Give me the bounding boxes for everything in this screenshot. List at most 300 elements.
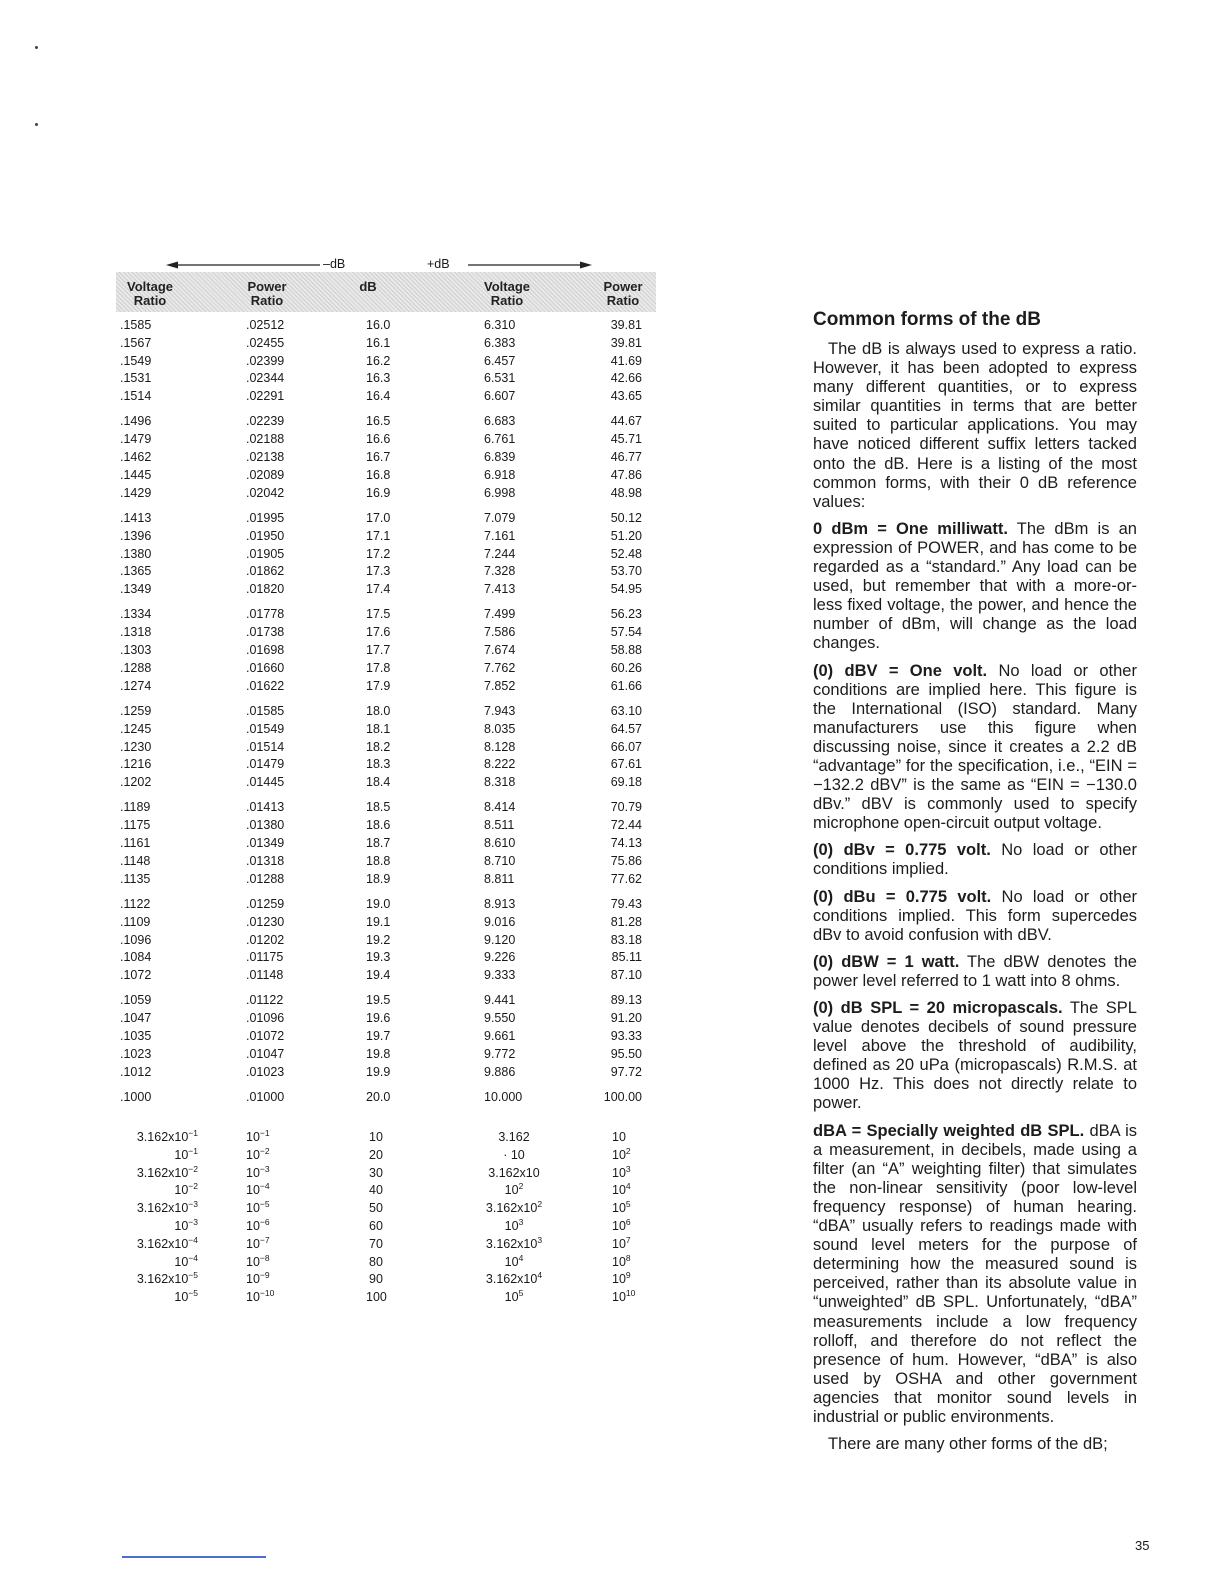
voltage-ratio-left-cell: .1023	[120, 1046, 152, 1061]
power-ratio-right-cell: 100.00	[603, 1089, 642, 1104]
power-ratio-right-cell: 93.33	[610, 1028, 642, 1043]
voltage-ratio-right-cell: 8.610	[484, 836, 516, 851]
table-row	[116, 582, 656, 600]
base-value: 10	[174, 1218, 189, 1233]
voltage-ratio-right-cell: 7.674	[484, 643, 516, 658]
power-ratio-left-cell: .01660	[246, 660, 285, 675]
definition-item	[813, 1122, 1137, 1428]
header-power-ratio-right: Power Ratio	[603, 279, 643, 308]
base-value: 10	[504, 1290, 519, 1305]
definition-list	[813, 520, 1137, 1427]
closing-paragraph: There are many other forms of the dB;	[828, 1435, 1108, 1454]
exponent: −3	[259, 1163, 270, 1174]
text-column	[813, 308, 1137, 1462]
db-value-cell: 19.7	[366, 1028, 391, 1043]
db-value-cell: 17.4	[366, 582, 391, 597]
voltage-ratio-right-cell: 6.383	[484, 335, 516, 350]
power-ratio-left-cell: .01413	[246, 800, 285, 815]
power-ratio-left-cell: .01995	[246, 510, 285, 525]
table-row	[116, 950, 656, 968]
base-value: 3.162	[498, 1130, 530, 1144]
power-ratio-right-cell: 48.98	[610, 485, 642, 500]
power-ratio-left-cell: .02138	[246, 450, 285, 465]
table-row	[116, 643, 656, 661]
db-value-cell: 19.9	[366, 1064, 391, 1079]
base-value: 10	[612, 1130, 626, 1144]
power-ratio-right-cell: 44.67	[610, 414, 642, 429]
power-ratio-left-cell: .02089	[246, 467, 285, 482]
db-exponent-table	[116, 1130, 656, 1308]
table-row	[116, 354, 656, 372]
table-row	[116, 933, 656, 951]
definition-text: The dBm is an expression of POWER, and has come to be regarded as a “standard.” Any load can be used, but remember that with a more-or-less fixed voltage, the power, and hence the number of dBm, will change as the load changes.	[813, 519, 1137, 653]
voltage-ratio-left-cell: .1059	[120, 993, 152, 1008]
power-ratio-right-cell: 85.11	[611, 950, 642, 965]
power-ratio-left-cell: .01148	[246, 968, 284, 983]
row-group	[116, 993, 656, 1082]
db-value-cell: 16.3	[366, 371, 391, 386]
power-ratio-left-cell	[246, 1272, 270, 1286]
power-ratio-right-cell: 69.18	[610, 775, 642, 790]
power-ratio-right-cell: 45.71	[610, 432, 642, 447]
exponent: 4	[625, 1181, 631, 1192]
power-ratio-right-cell: 97.72	[610, 1064, 642, 1079]
power-ratio-right-cell	[612, 1183, 642, 1197]
table-row	[116, 318, 656, 336]
header-voltage-ratio-left: Voltage Ratio	[127, 279, 173, 308]
exponent: 2	[537, 1199, 543, 1210]
definition-term: 0 dBm = One milliwatt.	[813, 519, 1008, 538]
exponent: 4	[518, 1252, 524, 1263]
base-value: 3.162x10	[485, 1272, 538, 1287]
db-value-cell: 19.6	[366, 1011, 391, 1026]
voltage-ratio-right-cell: 9.661	[484, 1028, 516, 1043]
exponent: −5	[188, 1288, 198, 1299]
voltage-ratio-left-cell: .1496	[120, 414, 152, 429]
exponent: 5	[625, 1199, 631, 1210]
voltage-ratio-right-cell: 7.328	[484, 564, 516, 579]
power-ratio-left-cell: .01479	[246, 757, 285, 772]
exponent: 9	[625, 1270, 631, 1281]
voltage-ratio-left-cell: .1334	[120, 607, 152, 622]
voltage-ratio-left-cell: .1072	[120, 968, 152, 983]
power-ratio-right-cell	[612, 1163, 642, 1180]
footer-rule	[122, 1556, 266, 1558]
power-ratio-right-cell: 54.95	[610, 582, 642, 597]
voltage-ratio-left-cell: .1135	[120, 871, 151, 886]
power-ratio-left-cell: .01122	[246, 993, 284, 1008]
voltage-ratio-left-cell	[116, 1272, 198, 1286]
voltage-ratio-right-cell: 6.531	[484, 371, 516, 386]
base-value: 10	[174, 1147, 189, 1162]
table-row	[116, 818, 656, 836]
power-ratio-right-cell: 53.70	[610, 564, 642, 579]
power-ratio-left-cell	[246, 1234, 270, 1251]
table-row	[116, 897, 656, 915]
scan-speck	[35, 46, 38, 49]
db-value-cell: 80	[369, 1254, 383, 1269]
power-ratio-right-cell: 58.88	[610, 643, 642, 658]
base-value: 10	[504, 1183, 519, 1198]
voltage-ratio-left-cell: .1047	[120, 1011, 152, 1026]
base-value: 10	[612, 1165, 626, 1180]
power-ratio-left-cell	[246, 1290, 274, 1304]
exponent: −8	[259, 1252, 270, 1263]
table-row	[116, 529, 656, 547]
voltage-ratio-right-cell: 7.413	[484, 582, 516, 597]
base-value: 10	[612, 1290, 626, 1305]
db-value-cell: 18.7	[366, 836, 391, 851]
power-ratio-right-cell: 79.43	[610, 896, 642, 911]
voltage-ratio-left-cell: .1514	[120, 389, 152, 404]
power-ratio-right-cell: 46.77	[610, 450, 642, 465]
power-ratio-right-cell: 50.12	[610, 510, 642, 525]
db-value-cell: 19.1	[366, 914, 391, 929]
voltage-ratio-left-cell: .1318	[120, 625, 152, 640]
db-value-cell: 18.2	[366, 739, 391, 754]
table-row	[116, 511, 656, 529]
power-ratio-left-cell	[246, 1216, 270, 1233]
table-row	[116, 740, 656, 758]
power-ratio-left-cell: .01738	[246, 625, 285, 640]
power-ratio-right-cell: 77.62	[610, 871, 642, 886]
power-ratio-right-cell: 47.86	[610, 467, 642, 482]
base-value: 10	[246, 1130, 260, 1144]
power-ratio-left-cell: .02188	[246, 432, 285, 447]
definition-item	[813, 662, 1137, 834]
header-power-ratio-left: Power Ratio	[247, 279, 287, 308]
voltage-ratio-right-cell	[456, 1234, 572, 1251]
voltage-ratio-left-cell: .1122	[120, 896, 151, 911]
exponent: −4	[188, 1234, 198, 1245]
base-value: · 10	[503, 1147, 525, 1162]
voltage-ratio-right-cell	[456, 1201, 572, 1215]
table-row	[116, 414, 656, 432]
power-ratio-left-cell: .02399	[246, 353, 285, 368]
power-ratio-right-cell: 61.66	[610, 678, 642, 693]
exponent: −2	[259, 1145, 270, 1156]
voltage-ratio-right-cell	[456, 1130, 572, 1144]
definition-item	[813, 999, 1137, 1114]
table-row	[116, 432, 656, 450]
voltage-ratio-left-cell: .1445	[120, 467, 152, 482]
plus-db-label: +dB	[424, 257, 453, 271]
power-ratio-right-cell	[612, 1234, 642, 1251]
definition-term: (0) dBv = 0.775 volt.	[813, 841, 991, 860]
base-value: 10	[174, 1290, 189, 1305]
row-group	[116, 897, 656, 986]
definition-item	[813, 520, 1137, 654]
voltage-ratio-right-cell	[456, 1183, 572, 1197]
voltage-ratio-right-cell	[456, 1290, 572, 1304]
definition-term: dBA = Specially weighted dB SPL.	[813, 1121, 1085, 1140]
definition-term: (0) dB SPL = 20 micropascals.	[813, 999, 1063, 1017]
voltage-ratio-left-cell: .1429	[120, 485, 152, 500]
row-group	[116, 318, 656, 407]
table-row	[116, 722, 656, 740]
db-value-cell: 100	[366, 1290, 387, 1305]
table-row	[116, 468, 656, 486]
db-value-cell: 17.2	[366, 546, 391, 561]
voltage-ratio-left-cell: .1585	[120, 318, 152, 332]
power-ratio-left-cell: .02042	[246, 485, 285, 500]
power-ratio-right-cell: 89.13	[610, 993, 642, 1008]
voltage-ratio-right-cell: 7.244	[484, 546, 516, 561]
db-value-cell: 18.8	[366, 853, 391, 868]
base-value: 10	[612, 1201, 626, 1216]
voltage-ratio-left-cell: .1365	[120, 564, 152, 579]
exponent: −1	[188, 1128, 198, 1138]
definition-term: (0) dBW = 1 watt.	[813, 952, 960, 971]
voltage-ratio-left-cell: .1479	[120, 432, 152, 447]
base-value: 10	[246, 1165, 260, 1180]
base-value: 10	[246, 1218, 260, 1233]
voltage-ratio-right-cell: 7.943	[484, 703, 516, 718]
base-value: 10	[174, 1183, 189, 1198]
voltage-ratio-right-cell: 10.000	[484, 1089, 523, 1104]
base-value: 3.162x10	[136, 1165, 189, 1180]
voltage-ratio-right-cell	[456, 1166, 572, 1180]
base-value: 10	[504, 1254, 519, 1269]
db-table-body	[116, 318, 656, 1115]
power-ratio-left-cell	[246, 1145, 270, 1162]
table-row	[116, 336, 656, 354]
voltage-ratio-right-cell: 8.035	[484, 721, 516, 736]
row-group	[116, 1090, 656, 1108]
voltage-ratio-right-cell: 9.550	[484, 1011, 516, 1026]
exponent: −1	[259, 1128, 270, 1138]
base-value: 10	[246, 1290, 260, 1305]
base-value: 3.162x10	[136, 1130, 189, 1144]
base-value: 10	[504, 1218, 519, 1233]
power-ratio-left-cell	[246, 1252, 270, 1269]
voltage-ratio-left-cell: .1567	[120, 335, 152, 350]
base-value: 10	[246, 1272, 260, 1287]
voltage-ratio-right-cell: 9.016	[484, 914, 516, 929]
power-ratio-right-cell: 56.23	[610, 607, 642, 622]
db-value-cell: 20.0	[366, 1089, 391, 1104]
exponent: 7	[625, 1234, 631, 1245]
header-db: dB	[359, 279, 377, 294]
voltage-ratio-left-cell	[116, 1145, 198, 1162]
voltage-ratio-left-cell: .1189	[120, 800, 151, 815]
voltage-ratio-left-cell	[116, 1252, 198, 1269]
exponent: −7	[259, 1234, 270, 1245]
exponent: −9	[259, 1270, 270, 1281]
exponent: −5	[259, 1199, 270, 1210]
power-ratio-left-cell: .01698	[246, 643, 285, 658]
voltage-ratio-left-cell: .1549	[120, 353, 152, 368]
intro-paragraph: The dB is always used to express a ratio. However, it has been adopted to express many different quantities, or to express similar quantities in terms that are better suited to particular applications. You may have noticed different suffix letters tacked onto the dB. Here is a listing of the most common forms, with their 0 dB reference values:	[813, 340, 1137, 511]
voltage-ratio-left-cell: .1096	[120, 932, 152, 947]
base-value: 10	[246, 1147, 260, 1162]
base-value: 3.162x10	[485, 1201, 538, 1216]
exponent-row	[116, 1290, 656, 1308]
voltage-ratio-right-cell: 9.441	[484, 993, 516, 1008]
base-value: 10	[246, 1236, 260, 1251]
power-ratio-left-cell: .02344	[246, 371, 285, 386]
row-group	[116, 511, 656, 600]
table-row	[116, 854, 656, 872]
power-ratio-left-cell: .01202	[246, 932, 285, 947]
power-ratio-right-cell: 83.18	[610, 932, 642, 947]
definition-term: (0) dBV = One volt.	[813, 661, 988, 680]
power-ratio-right-cell: 52.48	[610, 546, 642, 561]
power-ratio-left-cell: .01622	[246, 678, 285, 693]
table-row	[116, 486, 656, 504]
base-value: 3.162x10	[485, 1236, 538, 1251]
voltage-ratio-right-cell: 7.499	[484, 607, 516, 622]
base-value: 10	[174, 1254, 189, 1269]
voltage-ratio-left-cell: .1303	[120, 643, 152, 658]
table-row	[116, 1029, 656, 1047]
power-ratio-right-cell: 64.57	[610, 721, 642, 736]
section-title: Common forms of the dB	[813, 309, 1041, 330]
table-row	[116, 1090, 656, 1108]
db-value-cell: 17.8	[366, 660, 391, 675]
db-value-cell: 17.5	[366, 607, 391, 622]
voltage-ratio-left-cell: .1000	[120, 1089, 152, 1104]
db-value-cell: 70	[369, 1236, 383, 1251]
voltage-ratio-right-cell: 9.772	[484, 1046, 516, 1061]
power-ratio-left-cell: .01585	[246, 703, 285, 718]
exponent: −3	[188, 1216, 198, 1227]
voltage-ratio-left-cell: .1413	[120, 510, 152, 525]
exponent: −2	[188, 1163, 198, 1174]
voltage-ratio-right-cell: 8.318	[484, 775, 516, 790]
voltage-ratio-right-cell: 6.607	[484, 389, 516, 404]
power-ratio-right-cell: 95.50	[610, 1046, 642, 1061]
db-value-cell: 17.9	[366, 678, 391, 693]
db-value-cell: 17.1	[366, 528, 391, 543]
power-ratio-left-cell: .02512	[246, 318, 285, 332]
voltage-ratio-left-cell: .1349	[120, 582, 152, 597]
base-value: 10	[612, 1272, 626, 1287]
row-group	[116, 800, 656, 889]
power-ratio-right-cell	[612, 1272, 642, 1286]
db-value-cell: 16.6	[366, 432, 391, 447]
table-row	[116, 968, 656, 986]
power-ratio-left-cell: .01175	[246, 950, 284, 965]
voltage-ratio-right-cell: 8.511	[484, 818, 515, 833]
voltage-ratio-right-cell: 9.886	[484, 1064, 516, 1079]
db-value-cell: 18.1	[366, 721, 391, 736]
voltage-ratio-right-cell: 6.683	[484, 414, 516, 429]
voltage-ratio-left-cell: .1396	[120, 528, 152, 543]
exponent: 3	[518, 1216, 524, 1227]
voltage-ratio-left-cell: .1288	[120, 660, 152, 675]
power-ratio-right-cell: 57.54	[610, 625, 642, 640]
voltage-ratio-right-cell	[456, 1252, 572, 1269]
voltage-ratio-right-cell: 9.120	[484, 932, 516, 947]
table-row	[116, 679, 656, 697]
exponent: 2	[518, 1181, 524, 1192]
table-row	[116, 625, 656, 643]
voltage-ratio-right-cell: 8.710	[484, 853, 516, 868]
power-ratio-left-cell: .01259	[246, 896, 285, 911]
power-ratio-right-cell: 74.13	[610, 836, 642, 851]
power-ratio-right-cell	[612, 1130, 642, 1144]
db-value-cell: 90	[369, 1272, 383, 1287]
definition-term: (0) dBu = 0.775 volt.	[813, 887, 992, 906]
db-value-cell: 19.8	[366, 1046, 391, 1061]
base-value: 10	[246, 1201, 260, 1216]
db-value-cell: 10	[369, 1130, 383, 1144]
power-ratio-left-cell	[246, 1163, 270, 1180]
table-row	[116, 564, 656, 582]
voltage-ratio-left-cell	[116, 1290, 198, 1304]
base-value: 10	[246, 1183, 260, 1198]
power-ratio-right-cell: 39.81	[610, 318, 642, 332]
power-ratio-right-cell	[612, 1252, 642, 1269]
base-value: 3.162x10	[136, 1272, 189, 1287]
power-ratio-left-cell: .02239	[246, 414, 285, 429]
db-value-cell: 17.0	[366, 510, 391, 525]
voltage-ratio-left-cell: .1109	[120, 914, 151, 929]
power-ratio-right-cell: 70.79	[610, 800, 642, 815]
voltage-ratio-left-cell: .1259	[120, 703, 152, 718]
power-ratio-left-cell: .01023	[246, 1064, 285, 1079]
base-value: 3.162x10	[136, 1236, 189, 1251]
definition-text: The dBW denotes the power level referred to 1 watt into 8 ohms.	[813, 952, 1137, 990]
voltage-ratio-left-cell	[116, 1216, 198, 1233]
db-value-cell: 18.6	[366, 818, 391, 833]
voltage-ratio-left-cell: .1245	[120, 721, 152, 736]
voltage-ratio-right-cell: 7.586	[484, 625, 516, 640]
power-ratio-right-cell: 66.07	[610, 739, 642, 754]
voltage-ratio-right-cell	[456, 1272, 572, 1286]
voltage-ratio-right-cell: 9.333	[484, 968, 516, 983]
voltage-ratio-left-cell: .1202	[120, 775, 152, 790]
power-ratio-right-cell: 63.10	[610, 703, 642, 718]
power-ratio-left-cell: .01905	[246, 546, 285, 561]
power-ratio-left-cell: .01445	[246, 775, 285, 790]
exponent: −1	[188, 1145, 198, 1156]
power-ratio-right-cell: 75.86	[610, 853, 642, 868]
power-ratio-right-cell: 41.69	[610, 353, 642, 368]
voltage-ratio-right-cell: 9.226	[484, 950, 516, 965]
voltage-ratio-left-cell	[116, 1130, 198, 1144]
db-value-cell: 16.4	[366, 389, 391, 404]
db-value-cell: 40	[369, 1183, 383, 1198]
power-ratio-right-cell: 60.26	[610, 660, 642, 675]
exponent: 3	[537, 1234, 543, 1245]
power-ratio-left-cell: .02291	[246, 389, 285, 404]
table-row	[116, 371, 656, 389]
db-value-cell: 16.0	[366, 318, 391, 332]
voltage-ratio-left-cell: .1035	[120, 1028, 152, 1043]
db-value-cell: 18.5	[366, 800, 391, 815]
db-value-cell: 17.7	[366, 643, 391, 658]
table-row	[116, 775, 656, 793]
db-value-cell: 18.4	[366, 775, 391, 790]
voltage-ratio-right-cell: 6.839	[484, 450, 516, 465]
db-value-cell: 30	[369, 1165, 383, 1180]
definition-text: No load or other conditions implied. This form supercedes dBv to avoid confusion with dBV.	[813, 887, 1137, 944]
voltage-ratio-left-cell: .1084	[120, 950, 152, 965]
definition-item	[813, 888, 1137, 945]
power-ratio-left-cell: .01000	[246, 1089, 285, 1104]
definition-item	[813, 953, 1137, 991]
definition-text: dBA is a measurement, in decibels, made using a filter (an “A” weighting filter) that simulates the non-linear sensitivity (poor low-level frequency response) of human hearing. “dBA” usually refers to readings made with sound level meters for the purpose of determining how the measured sound is perceived, rather than its absolute value in “unweighted” dB SPL. Unfortunately, “dBA” measurements include a low frequency rolloff, and therefore do not reflect the presence of hum. However, “dBA” is also used by OSHA and other government agencies that monitor sound levels in industrial or public environments.	[813, 1121, 1137, 1426]
row-group	[116, 414, 656, 503]
power-ratio-left-cell: .01096	[246, 1011, 285, 1026]
voltage-ratio-right-cell: 7.079	[484, 510, 516, 525]
power-ratio-left-cell: .01288	[246, 871, 285, 886]
db-value-cell: 16.9	[366, 485, 391, 500]
base-value: 10	[612, 1254, 626, 1269]
voltage-ratio-right-cell: 8.913	[484, 896, 516, 911]
